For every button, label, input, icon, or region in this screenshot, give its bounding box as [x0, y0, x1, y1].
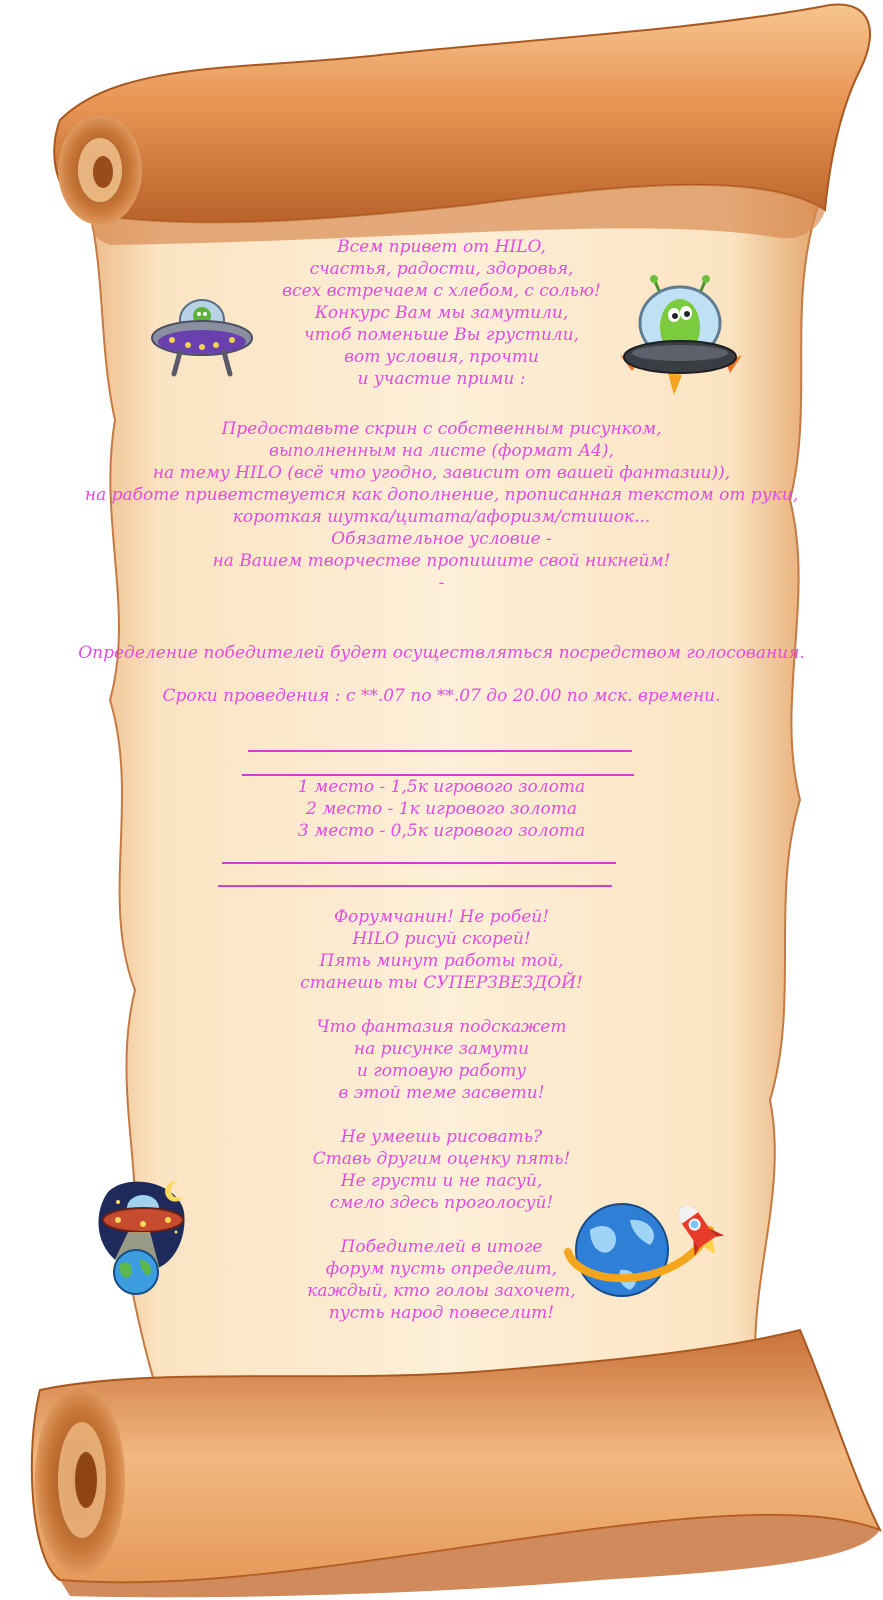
greeting-line: Конкурс Вам мы замутили,	[314, 303, 569, 323]
condition-line: на работе приветствуется как дополнение, прописанная текстом от руки,	[84, 485, 799, 505]
prize-line: 1 место - 1,5к игрового золота	[297, 777, 586, 797]
prizes-block	[0, 776, 883, 842]
condition-line: Предоставьте скрин с собственным рисунком,	[221, 419, 662, 439]
divider-line	[222, 862, 616, 864]
deadline-text: Сроки проведения : с **.07 по **.07 до 20.00 по мск. времени.	[162, 686, 721, 706]
poem-line: Не грусти и не пасуй,	[340, 1171, 543, 1191]
greeting-line: Всем привет от HILO,	[337, 237, 546, 257]
condition-line: на тему HILO (всё что угодно, зависит от вашей фантазии)),	[152, 463, 731, 483]
poem-line: Пять минут работы той,	[319, 951, 564, 971]
condition-line: выполненным на листе (формат А4),	[269, 441, 614, 461]
poem-line: каждый, кто голоы захочет,	[307, 1281, 576, 1301]
conditions-block	[0, 418, 883, 594]
divider-line	[218, 885, 612, 887]
condition-line: на Вашем творчестве пропишите свой никнейм!	[212, 551, 671, 571]
poem-line: Ставь другим оценку пять!	[312, 1149, 571, 1169]
greeting-line: и участие прими :	[357, 369, 526, 389]
poem-line: на рисунке замути	[353, 1039, 530, 1059]
condition-line: короткая шутка/цитата/афоризм/стишок...	[232, 507, 651, 527]
poem-line: станешь ты СУПЕРЗВЕЗДОЙ!	[300, 973, 583, 993]
greeting-line: вот условия, прочти	[344, 347, 539, 367]
condition-line: Обязательное условие -	[331, 529, 552, 549]
greeting-line: чтоб поменьше Вы грустили,	[304, 325, 579, 345]
winners-note: Определение победителей будет осуществляться посредством голосования.	[78, 643, 805, 663]
condition-line: -	[438, 573, 445, 593]
poem-line: форум пусть определит,	[325, 1259, 558, 1279]
greeting-block	[0, 236, 883, 390]
greeting-line: счастья, радости, здоровья,	[309, 259, 574, 279]
poem-block	[0, 906, 883, 1324]
poem-line: Что фантазия подскажет	[316, 1017, 567, 1037]
poem-line: Победителей в итоге	[340, 1237, 543, 1257]
poem-line: Форумчанин! Не робей!	[333, 907, 550, 927]
greeting-line: всех встречаем с хлебом, с солью!	[282, 281, 601, 301]
poem-line: HILO рисуй скорей!	[352, 929, 531, 949]
divider-line	[248, 750, 632, 752]
poem-line: смело здесь проголосуй!	[329, 1193, 554, 1213]
poem-line: пусть народ повеселит!	[328, 1303, 555, 1323]
prize-line: 2 место - 1к игрового золота	[305, 799, 577, 819]
poem-line: и готовую работу	[356, 1061, 527, 1081]
poem-line: в этой теме засвети!	[338, 1083, 545, 1103]
prize-line: 3 место - 0,5к игрового золота	[297, 821, 586, 841]
poem-line: Не умеешь рисовать?	[340, 1127, 543, 1147]
